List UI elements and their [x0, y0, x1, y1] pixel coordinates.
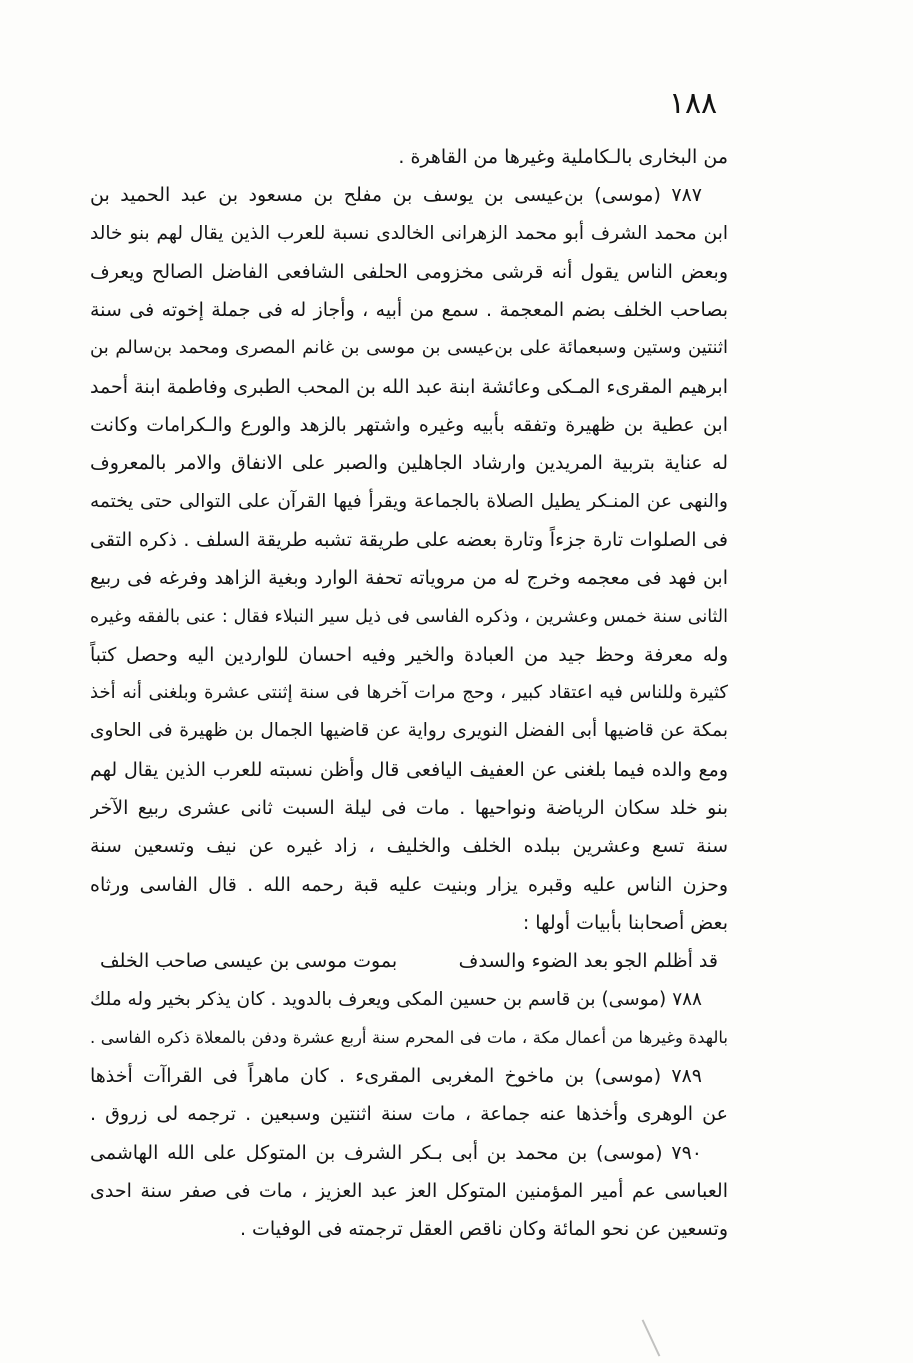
text-line: وتسعين عن نحو المائة وكان ناقص العقل ترجمته فى الوفيات . [239, 1218, 728, 1241]
text-line: من البخارى بالـكاملية وغيرها من القاهرة . [398, 146, 728, 168]
entry-787-start: ٧٨٧ (موسى) بن‌عيسى بن يوسف بن مفلح بن مسعود بن عبد الحميد بن [90, 184, 702, 207]
text-line: كثيرة وللناس فيه اعتقاد كبير ، وحج مرات آخرها فى سنة إثنتى عشرة وبلغنى أنه أخذ [90, 682, 728, 704]
text-line: الثانى سنة خمس وعشرين ، وذكره الفاسى فى ذيل سير النبلاء فقال : عنى بالفقه وغيره [90, 606, 728, 627]
scan-mark [642, 1319, 661, 1356]
text-line: العباسى عم أمير المؤمنين المتوكل العز عبد العزيز ، مات فى صفر سنة احدى [90, 1180, 728, 1203]
verse-first-hemistich: قد أظلم الجو بعد الضوء والسدف [458, 950, 718, 973]
verse-second-hemistich: بموت موسى بن عيسى صاحب الخلف [100, 950, 398, 973]
page-number: ١٨٨ [668, 86, 718, 121]
text-line: وله معرفة وحظ جيد من العبادة والخير وفيه احسان للواردين اليه وحصل كتباً [90, 643, 728, 666]
poem-verse [90, 942, 728, 980]
text-line: ابن محمد الشرف أبو محمد الزهرانى الخالدى نسبة للعرب الذين يقال لهم بنو خالد [90, 222, 728, 244]
text-line: بنو خلد سكان الرياضة ونواحيها . مات فى ليلة السبت ثانى عشرى ربيع الآخر [90, 797, 728, 820]
text-line: بصاحب الخلف بضم المعجمة . سمع من أبيه ، وأجاز له فى جملة إخوته فى سنة [90, 299, 728, 322]
text-line: بعض أصحابنا بأبيات أولها : [522, 911, 728, 934]
text-line: فى الصلوات تارة جزءاً وتارة بعضه على طريقة تشبه طريقة السلف . ذكره التقى [90, 528, 728, 551]
text-line: والنهى عن المنـكر يطيل الصلاة بالجماعة ويقرأ فيها القرآن على التوالى حتى يختمه [90, 490, 728, 512]
text-line: ومع والده فيما بلغنى عن العفيف اليافعى قال وأظن نسبته للعرب الذين يقال لهم [90, 758, 728, 781]
text-line: سنة تسع وعشرين ببلده الخلف والخليف ، زاد غيره عن نيف وتسعين سنة [90, 835, 728, 858]
text-line: عن الوهرى وأخذها عنه جماعة ، مات سنة اثنتين وسبعين . ترجمه لى زروق . [90, 1103, 728, 1126]
text-line: اثنتين وستين وسبعمائة على بن‌عيسى بن موسى بن غانم المصرى ومحمد بن‌سالم بن [90, 337, 728, 359]
text-block [90, 138, 728, 1249]
text-line: وبعض الناس يقول أنه قرشى مخزومى الحلفى الشافعى الفاضل الصالح ويعرف [90, 260, 728, 283]
text-line: ابن عطية بن ظهيرة وتفقه بأبيه وغيره واشتهر بالزهد والورع والـكرامات وكانت [90, 414, 728, 437]
text-line: ابن فهد فى معجمه وخرج له من مروياته تحفة الوارد وبغية الزاهد وفرغه فى ربيع [90, 567, 728, 590]
text-line: بالهدة وغيرها من أعمال مكة ، مات فى المحرم سنة أربع عشرة ودفن بالمعلاة ذكره الفاسى . [90, 1027, 728, 1047]
text-line: ابرهيم المقرىء المـكى وعائشة ابنة عبد الله بن المحب الطبرى وفاطمة ابنة أحمد [90, 375, 728, 398]
text-line: له عناية بتربية المريدين وارشاد الجاهلين والصبر على الانفاق والامر بالمعروف [90, 452, 728, 475]
text-line: وحزن الناس عليه وقبره يزار وبنيت عليه قبة رحمه الله . قال الفاسى ورثاه [90, 873, 728, 896]
entry-788-start: ٧٨٨ (موسى) بن قاسم بن حسين المكى ويعرف بالدويد . كان يذكر بخير وله ملك [90, 988, 702, 1010]
text-line: بمكة عن قاضيها أبى الفضل النويرى رواية عن قاضيها الجمال بن ظهيرة فى الحاوى [90, 720, 728, 742]
entry-789-start: ٧٨٩ (موسى) بن ماخوخ المغربى المقرىء . كان ماهراً فى القراآت أخذها [90, 1065, 702, 1088]
entry-790-start: ٧٩٠ (موسى) بن محمد بن أبى بـكر الشرف بن المتوكل على الله الهاشمى [90, 1141, 702, 1164]
